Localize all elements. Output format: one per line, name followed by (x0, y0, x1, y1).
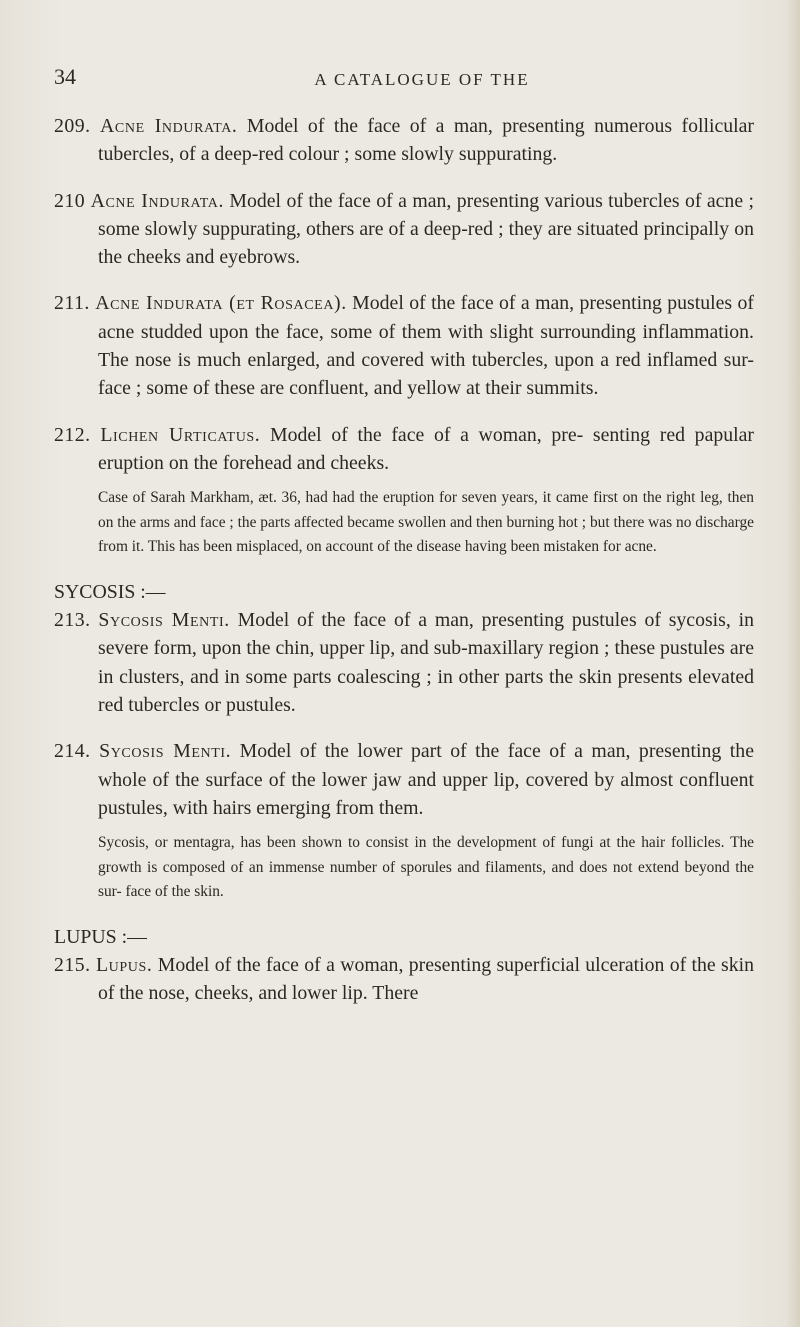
page-header (52, 64, 752, 94)
entry-name: Acne Indurata. (100, 115, 238, 137)
entry-number: 211. (54, 292, 90, 315)
entry-text: Model of the face of a man, presenting pustules of acne studded upon the face, some of them with slight surrounding inflammation. The nose is much enlarged, and covered with tubercles, upon a red inflamed sur- face ; some of these are confluent, and yellow at their summits. (98, 292, 754, 400)
catalogue-entry-215 (54, 951, 754, 1008)
entry-text: Model of the face of a man, presenting various tubercles of acne ; some slowly suppurating, others are of a deep-red ; they are situated principally on the cheeks and eyebrows. (98, 189, 754, 269)
page-body (54, 112, 754, 1026)
running-head: A CATALOGUE OF THE (314, 70, 530, 89)
catalogue-entry-213 (54, 606, 754, 719)
entry-name: Sycosis Menti. (99, 740, 232, 763)
entry-name: Acne Indurata (et Rosacea). (95, 292, 347, 315)
case-note-lichen: Case of Sarah Markham, æt. 36, had had the eruption for seven years, it came first on the right leg, then on the arms and face ; the parts affected became swollen and then burning hot ; but there was no discharge from it. This has been misplaced, on account of the disease having been mistaken for acne. (98, 489, 754, 556)
entry-text: Model of the lower part of the face of a man, presenting the whole of the surface of the lower jaw and upper lip, covered by almost confluent pustules, with hairs emerging from them. (98, 740, 754, 819)
case-note-sycosis: Sycosis, or mentagra, has been shown to consist in the development of fungi at the hair follicles. The growth is composed of an immense number of sporules and filaments, and does not extend beyond the sur- face of the skin. (98, 834, 754, 901)
catalogue-entry-214 (54, 737, 754, 822)
page-edge-shading (786, 0, 800, 1327)
entry-number: 210 (54, 189, 86, 212)
page-number: 34 (54, 64, 76, 89)
entry-number: 214. (54, 740, 91, 763)
entry-number: 215. (54, 953, 91, 976)
section-heading-lupus: LUPUS :— (54, 925, 147, 948)
catalogue-entry-209 (54, 112, 754, 169)
entry-text: Model of the face of a man, presenting numerous follicular tubercles, of a deep-red colour ; some slowly suppurating. (98, 115, 754, 166)
section-heading-sycosis: SYCOSIS :— (54, 581, 166, 604)
catalogue-entry-212 (54, 421, 754, 478)
catalogue-entry-211 (54, 289, 754, 402)
entry-text: Model of the face of a woman, pre- senting red papular eruption on the forehead and cheeks. (98, 423, 754, 474)
entry-name: Lupus. (95, 953, 153, 976)
entry-number: 212. (54, 423, 91, 446)
catalogue-entry-210 (54, 187, 754, 272)
entry-name: Sycosis Menti. (98, 609, 230, 632)
entry-number: 213. (54, 609, 91, 632)
entry-name: Lichen Urticatus. (100, 423, 261, 446)
entry-name: Acne Indurata. (90, 189, 224, 212)
entry-number: 209. (54, 115, 91, 137)
entry-text: Model of the face of a man, presenting pustules of sycosis, in severe form, upon the chin, upper lip, and sub-maxillary region ; these pustules are in clusters, and in some parts coalescing ; in other parts the skin presents elevated red tubercles or pustules. (98, 609, 754, 716)
entry-text: Model of the face of a woman, presenting superficial ulceration of the skin of the nose, cheeks, and lower lip. There (98, 953, 754, 1005)
